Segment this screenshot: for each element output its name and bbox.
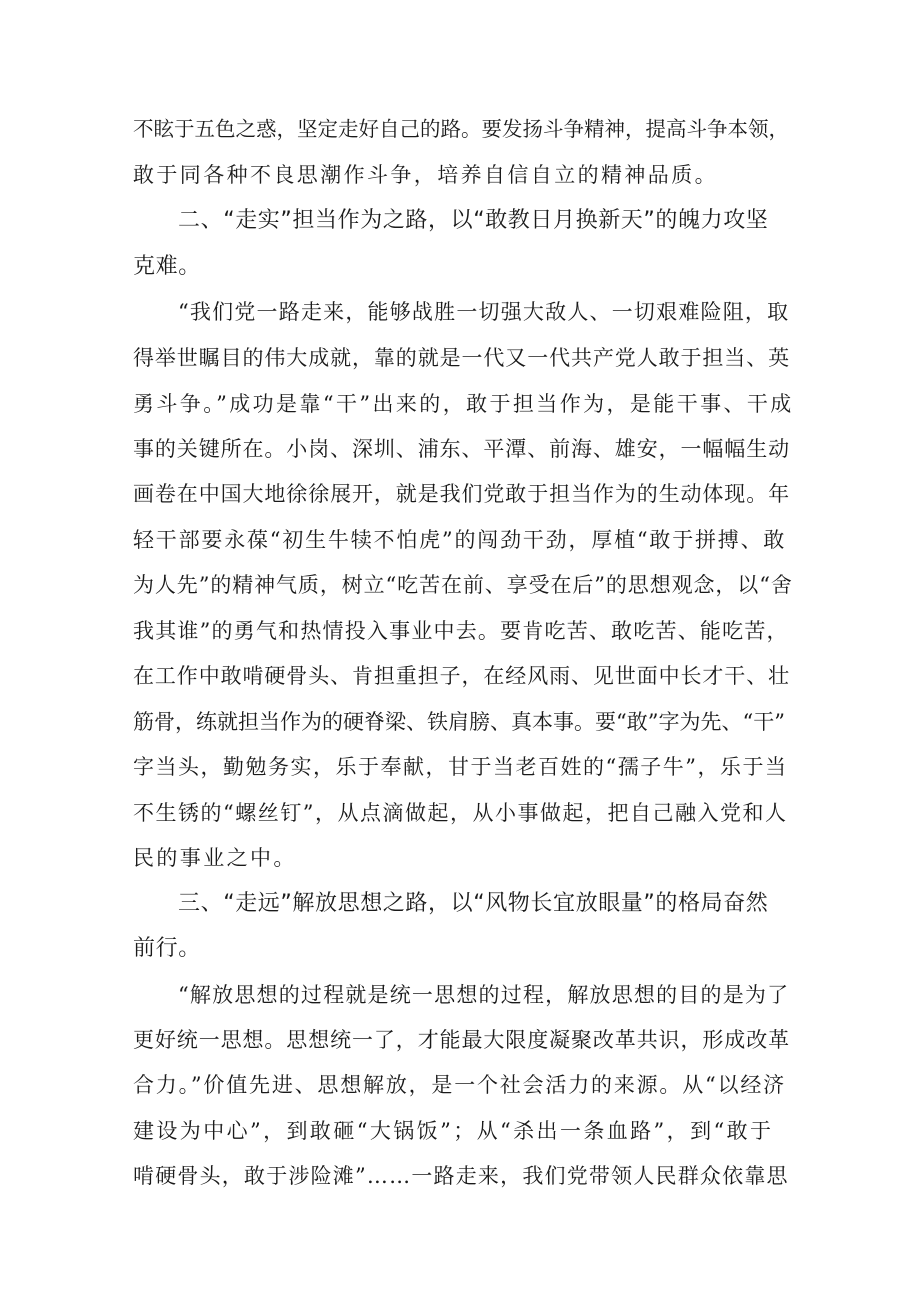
paragraph-line: 民的事业之中。 <box>133 846 297 870</box>
section-heading: 二、“走实”担当作为之路，以“敢教日月换新天”的魄力攻坚 <box>178 208 769 233</box>
paragraph-line: 为人先”的精神气质，树立“吃苦在前、享受在后”的思想观念，以“舍 <box>133 573 793 597</box>
paragraph-line: 筋骨，练就担当作为的硬脊梁、铁肩膀、真本事。要“敢”字为先、“干” <box>133 710 785 734</box>
paragraph-line: 事的关键所在。小岗、深圳、浦东、平潭、前海、雄安，一幅幅生动 <box>133 437 790 461</box>
paragraph-line: 得举世瞩目的伟大成就，靠的就是一代又一代共产党人敢于担当、英 <box>133 346 790 370</box>
paragraph-line: “我们党一路走来，能够战胜一切强大敌人、一切艰难险阻，取 <box>178 300 790 324</box>
paragraph-line: 我其谁”的勇气和热情投入事业中去。要肯吃苦、敢吃苦、能吃苦， <box>133 619 789 643</box>
paragraph-line: 勇斗争。”成功是靠“干”出来的，敢于担当作为，是能干事、干成 <box>133 392 794 416</box>
paragraph-line: 啃硬骨头，敢于涉险滩”……一路走来，我们党带领人民群众依靠思 <box>133 1164 789 1188</box>
section-heading: 前行。 <box>133 936 201 961</box>
paragraph-line: 不眩于五色之惑，坚定走好自己的路。要发扬斗争精神，提高斗争本领， <box>133 117 789 141</box>
paragraph-line: “解放思想的过程就是统一思想的过程，解放思想的目的是为了 <box>178 983 790 1007</box>
paragraph-line: 不生锈的“螺丝钉”，从点滴做起，从小事做起，把自己融入党和人 <box>133 801 788 825</box>
paragraph-line: 轻干部要永葆“初生牛犊不怕虎”的闯劲干劲，厚植“敢于拼搏、敢 <box>133 528 787 552</box>
paragraph-line: 建设为中心”，到敢砸“大锅饭”；从“杀出一条血路”，到“敢于 <box>133 1119 774 1143</box>
section-heading: 三、“走远”解放思想之路，以“风物长宜放眼量”的格局奋然 <box>178 891 769 916</box>
section-heading: 克难。 <box>133 254 201 279</box>
paragraph-line: 字当头，勤勉务实，乐于奉献，甘于当老百姓的“孺子牛”，乐于当 <box>133 755 788 779</box>
paragraph-line: 更好统一思想。思想统一了，才能最大限度凝聚改革共识，形成改革 <box>133 1028 790 1052</box>
paragraph-line: 画卷在中国大地徐徐展开，就是我们党敢于担当作为的生动体现。年 <box>133 482 790 506</box>
paragraph-line: 敢于同各种不良思潮作斗争，培养自信自立的精神品质。 <box>133 163 718 187</box>
paragraph-line: 在工作中敢啃硬骨头、肯担重担子，在经风雨、见世面中长才干、壮 <box>133 664 790 688</box>
paragraph-line: 合力。”价值先进、思想解放，是一个社会活力的来源。从“以经济 <box>133 1073 786 1097</box>
